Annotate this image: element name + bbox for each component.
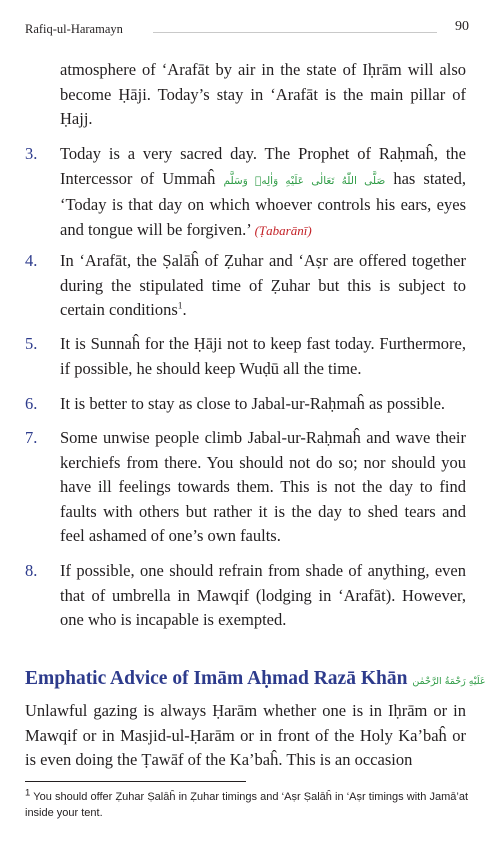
arabic-honorific: عَلَيْهِ رَحْمَةُ الرَّحْمٰن [412, 676, 486, 687]
list-item-text-end: . [182, 300, 187, 320]
list-item-number: 7. [25, 428, 38, 447]
list-item-8 [60, 559, 466, 633]
list-item-number: 6. [25, 394, 38, 413]
page-number: 90 [455, 19, 469, 34]
section-paragraph [25, 699, 466, 773]
list-item-text: has stated, ‘Today is that day on which whoever controls his ears, eyes and tongue will be forgiven.’ [60, 168, 467, 239]
list-item-text: It is Sunnaĥ for the Ḥāji not to keep fast today. Furthermore, if possible, he should keep Wuḍū all the time. [60, 334, 466, 378]
list-item-3 [60, 142, 466, 243]
citation: (Ṭabarānī) [254, 222, 312, 238]
list-item-5 [60, 332, 466, 381]
list-item-text: atmosphere of ‘Arafāt by air in the state of Iḥrām will also become Ḥāji. Today’s stay in ‘Arafāt is the main pillar of Ḥajj. [60, 60, 466, 129]
list-item-number: 3. [25, 144, 38, 163]
footnote-text: You should offer Ẓuhar Ṣalāĥ in Ẓuhar timings and ‘Aṣr Ṣalāĥ in ‘Aṣr timings with Jamā’at inside your tent. [25, 791, 469, 819]
list-item-continuation [60, 58, 466, 132]
list-item-text: In ‘Arafāt, the Ṣalāĥ of Ẓuhar and ‘Aṣr are offered together during the stipulated time of Ẓuhar but this is subject to certain conditions [60, 251, 466, 320]
footnote-divider [25, 781, 246, 782]
list-item-text: If possible, one should refrain from shade of anything, even that of umbrella in Mawqif (lodging in ‘Arafāt). However, one who is incapable is exempted. [60, 561, 466, 630]
list-item-text: Some unwise people climb Jabal-ur-Raḥmaĥ and wave their kerchiefs from there. You should not do so; nor should you have ill feelings towards them. This is not the day to find faults with others but rather it is the day to shed tears and feel ashamed of one’s own faults. [60, 428, 466, 546]
footnote [25, 787, 469, 821]
list-item-text: It is better to stay as close to Jabal-ur-Raḥmaĥ as possible. [60, 394, 446, 413]
footnote-reference[interactable]: 1 [177, 301, 183, 312]
list-item-4 [60, 249, 466, 323]
page-header [25, 19, 469, 42]
running-title: Rafiq-ul-Haramayn [25, 22, 123, 36]
section-paragraph-text: Unlawful gazing is always Ḥarām whether one is in Iḥrām or in Mawqif or in Masjid-ul-Ḥarām or in front of the Holy Ka’baĥ or is even doing the Ṭawāf of the Ka’baĥ. This is an occasion [25, 701, 466, 770]
arabic-salutation: صَلَّى اللّٰهُ تَعَالٰى عَلَيْهِ وَاٰلِهٖ وَسَلَّم [223, 174, 386, 187]
list-item-7 [60, 426, 466, 549]
footnote-marker: 1 [25, 787, 31, 799]
list-item-number: 5. [25, 334, 38, 353]
list-item-number: 8. [25, 561, 38, 580]
section-heading [25, 668, 486, 690]
list-item-6 [60, 392, 466, 417]
section-heading-text: Emphatic Advice of Imām Aḥmad Razā Khān [25, 668, 408, 689]
header-rule [153, 32, 437, 33]
list-item-number: 4. [25, 251, 38, 270]
list-item-text: Today is a very sacred day. The Prophet of Raḥmaĥ, the Intercessor of Ummaĥ [60, 144, 466, 188]
